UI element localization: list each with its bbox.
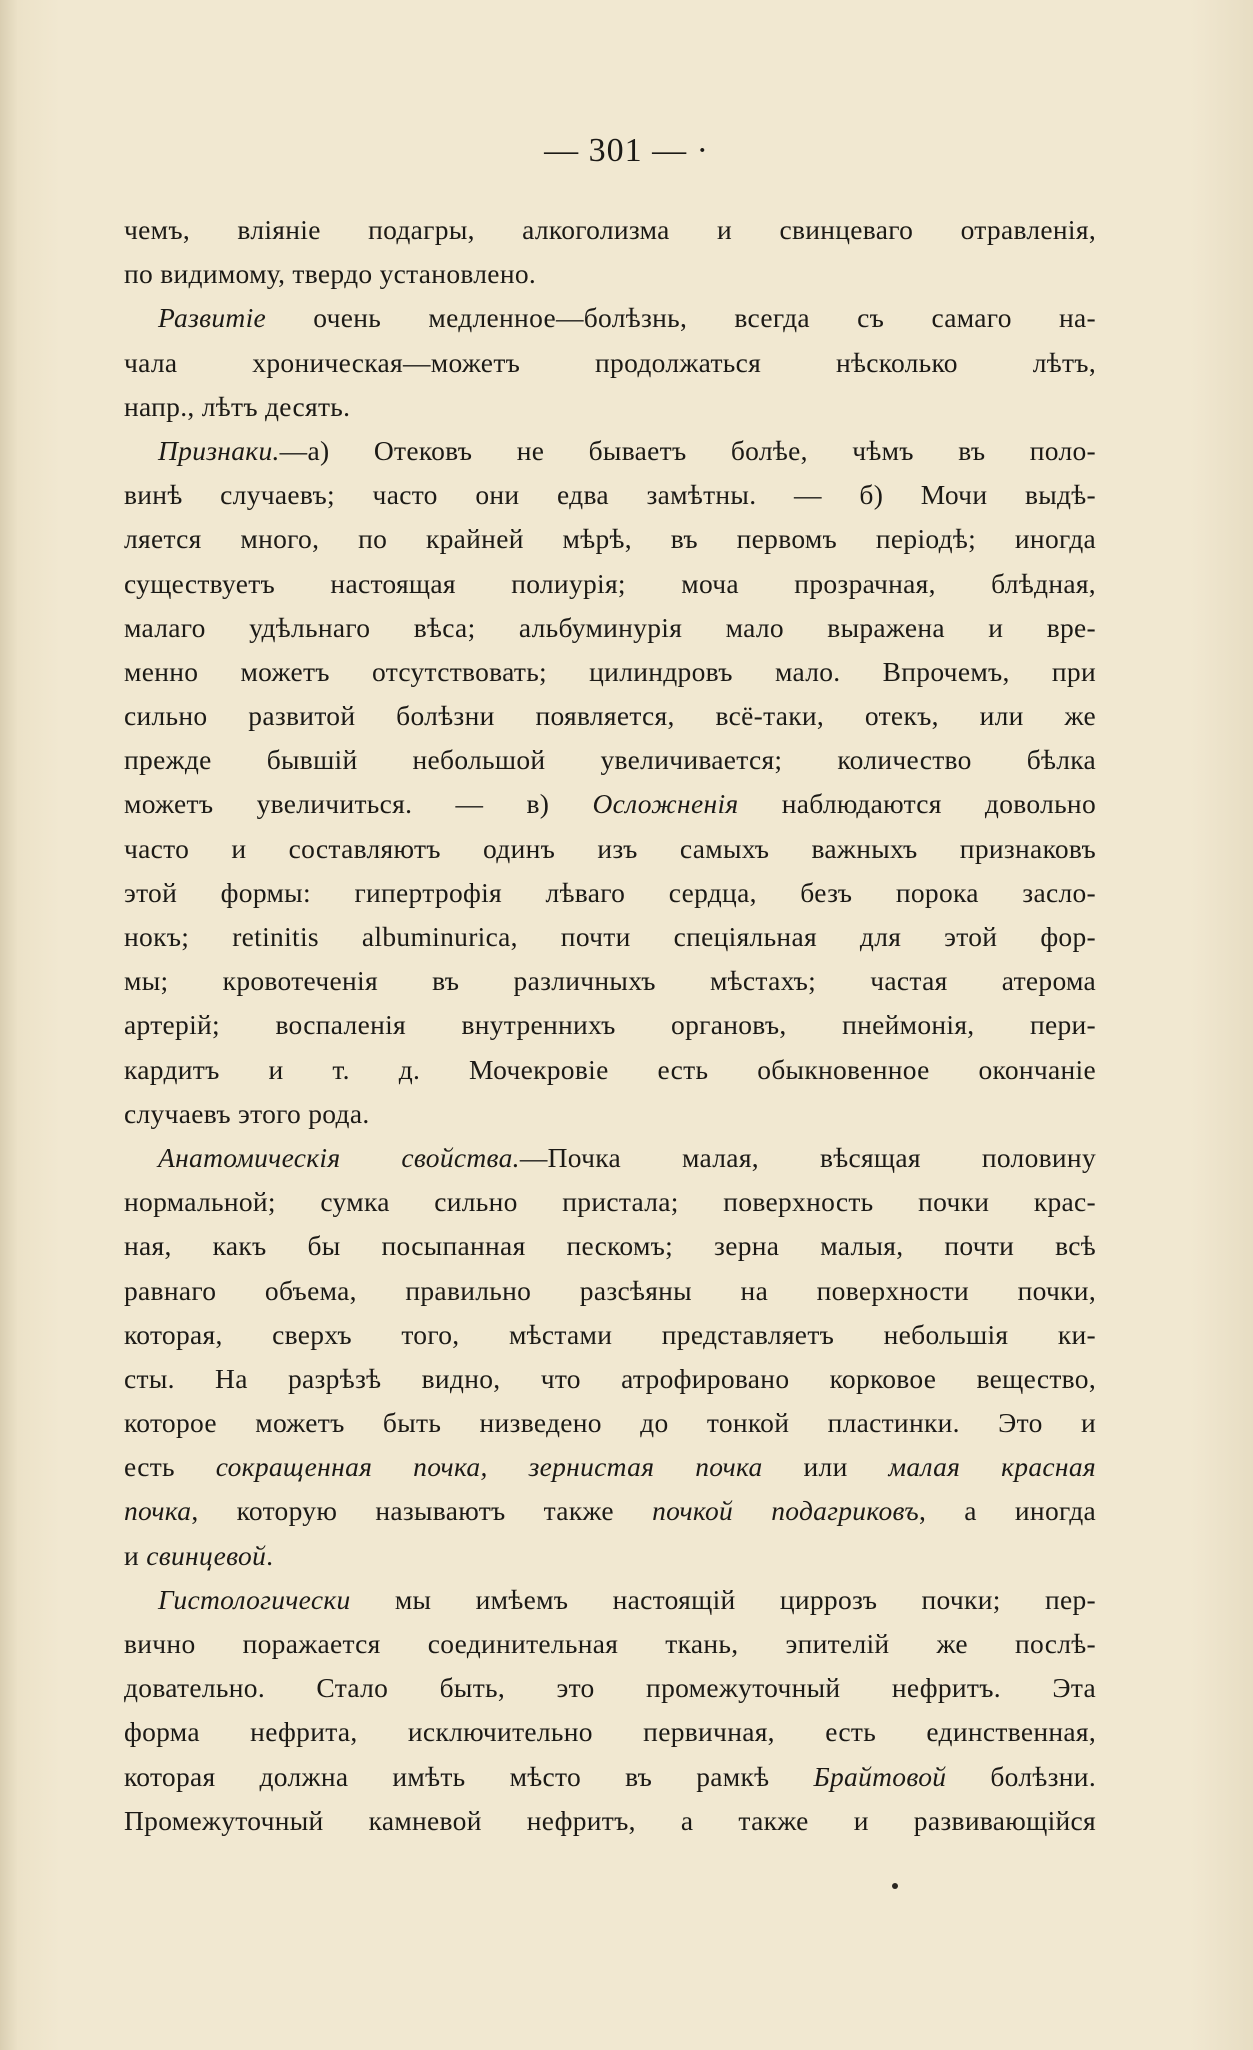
text-run: которое можетъ быть низведено до тонкой пластинки. Это и (124, 1407, 1096, 1439)
text-line (124, 694, 1096, 738)
text-run: —Почка малая, вѣсящая половину (519, 1141, 1096, 1173)
text-run: артерій; воспаленія внутреннихъ органовъ, пнеймонія, пери- (124, 1009, 1096, 1041)
text-run: мы имѣемъ настоящій циррозъ почки; пер- (350, 1583, 1096, 1615)
italic-text: Развитіе (158, 302, 267, 334)
text-run: напр., лѣтъ десять. (124, 390, 351, 422)
text-line (124, 1357, 1096, 1401)
text-run: этой формы: гипертрофія лѣваго сердца, безъ порока засло- (124, 876, 1096, 908)
text-run: ная, какъ бы посыпанная пескомъ; зерна малыя, почти всѣ (124, 1230, 1096, 1262)
text-run: равнаго объема, правильно разсѣяны на поверхности почки, (124, 1274, 1096, 1306)
text-line (124, 341, 1096, 385)
text-run: наблюдаются довольно (738, 788, 1096, 820)
text-run: можетъ увеличиться. — в) (124, 788, 593, 820)
text-run: малаго удѣльнаго вѣса; альбуминурія мало выражена и вре- (124, 611, 1096, 643)
text-run: мы; кровотеченія въ различныхъ мѣстахъ; частая атерома (124, 965, 1096, 997)
text-run: . (266, 1539, 274, 1571)
text-run: кардитъ и т. д. Мочекровіе есть обыкновенное окончаніе (124, 1053, 1096, 1085)
text-run: форма нефрита, исключительно первичная, есть единственная, (124, 1716, 1096, 1748)
text-run: и (124, 1539, 147, 1571)
text-line (124, 871, 1096, 915)
text-line (124, 1401, 1096, 1445)
text-line (124, 296, 1096, 340)
text-line (124, 1755, 1096, 1799)
text-run: —а) Отековъ не бываетъ болѣе, чѣмъ въ поло- (279, 434, 1096, 466)
text-run: которая, сверхъ того, мѣстами представляетъ небольшія ки- (124, 1318, 1096, 1350)
text-run: Промежуточный камневой нефритъ, а также и развивающійся (124, 1804, 1096, 1836)
text-line (124, 562, 1096, 606)
italic-text: Гистологически (158, 1583, 351, 1615)
italic-text: почкой подагриковъ (652, 1495, 919, 1527)
text-run: винѣ случаевъ; часто они едва замѣтны. — б) Мочи выдѣ- (124, 479, 1096, 511)
text-run: по видимому, твердо установлено. (124, 258, 537, 290)
text-run: очень медленное—болѣзнь, всегда съ самаго на- (266, 302, 1096, 334)
text-run: которая должна имѣть мѣсто въ рамкѣ (124, 1760, 814, 1792)
text-run: сты. На разрѣзѣ видно, что атрофировано корковое вещество, (124, 1362, 1096, 1394)
text-line (124, 208, 1096, 252)
text-line (124, 782, 1096, 826)
text-line (124, 473, 1096, 517)
text-run: , а иногда (918, 1495, 1097, 1527)
text-line (124, 1445, 1096, 1489)
text-line (124, 429, 1096, 473)
italic-text: почка (124, 1495, 192, 1527)
italic-text: Брайтовой (813, 1760, 947, 1792)
italic-text: малая красная (888, 1451, 1096, 1483)
text-run: существуетъ настоящая полиурія; моча прозрачная, блѣдная, (124, 567, 1096, 599)
body-text (124, 208, 1096, 1843)
italic-text: Признаки. (158, 434, 280, 466)
text-run: болѣзни. (946, 1760, 1096, 1792)
text-run: чемъ, вліяніе подагры, алкоголизма и свинцеваго отравленія, (124, 214, 1096, 245)
text-line (124, 1048, 1096, 1092)
text-run: нокъ; retinitis albuminurica, почти спеціяльная для этой фор- (124, 921, 1096, 952)
text-run: довательно. Стало быть, это промежуточный нефритъ. Эта (124, 1672, 1096, 1704)
text-run: менно можетъ отсутствовать; цилиндровъ мало. Впрочемъ, при (124, 655, 1096, 687)
text-line (124, 650, 1096, 694)
text-run: сильно развитой болѣзни появляется, всё-таки, отекъ, или же (124, 700, 1096, 732)
text-line (124, 1269, 1096, 1313)
text-line (124, 915, 1096, 959)
text-line (124, 1710, 1096, 1754)
text-line (124, 1489, 1096, 1533)
text-line (124, 1092, 1096, 1136)
text-line (124, 1313, 1096, 1357)
text-line (124, 827, 1096, 871)
text-line (124, 517, 1096, 561)
text-line (124, 1534, 1096, 1578)
text-line (124, 1622, 1096, 1666)
italic-text: свинцевой (146, 1539, 267, 1571)
ink-speck (892, 1883, 898, 1889)
text-line (124, 252, 1096, 296)
text-run: часто и составляютъ одинъ изъ самыхъ важныхъ признаковъ (124, 832, 1096, 864)
text-line (124, 385, 1096, 429)
text-line (124, 1224, 1096, 1268)
text-line (124, 1578, 1096, 1622)
italic-text: Осложненія (592, 788, 739, 820)
text-line (124, 959, 1096, 1003)
text-line (124, 1666, 1096, 1710)
text-line (124, 1180, 1096, 1224)
text-line (124, 738, 1096, 782)
text-line (124, 1003, 1096, 1047)
italic-text: Анатомическія свойства. (158, 1141, 520, 1173)
text-run: или (762, 1451, 889, 1483)
text-run: случаевъ этого рода. (124, 1097, 370, 1129)
italic-text: сокращенная почка, зернистая почка (215, 1451, 763, 1483)
text-run: ляется много, по крайней мѣрѣ, въ первомъ періодѣ; иногда (124, 523, 1096, 555)
text-run: чала хроническая—можетъ продолжаться нѣсколько лѣтъ, (124, 346, 1096, 378)
text-run: есть (124, 1451, 216, 1483)
page-number: — 301 — · (544, 132, 709, 169)
text-line (124, 1136, 1096, 1180)
text-line (124, 606, 1096, 650)
text-run: прежде бывшій небольшой увеличивается; количество бѣлка (124, 744, 1096, 776)
text-run: нормальной; сумка сильно пристала; поверхность почки крас- (124, 1186, 1096, 1218)
text-run: вично поражается соединительная ткань, эпителій же послѣ- (124, 1628, 1096, 1659)
text-line (124, 1799, 1096, 1843)
text-run: , которую называютъ также (191, 1495, 653, 1527)
